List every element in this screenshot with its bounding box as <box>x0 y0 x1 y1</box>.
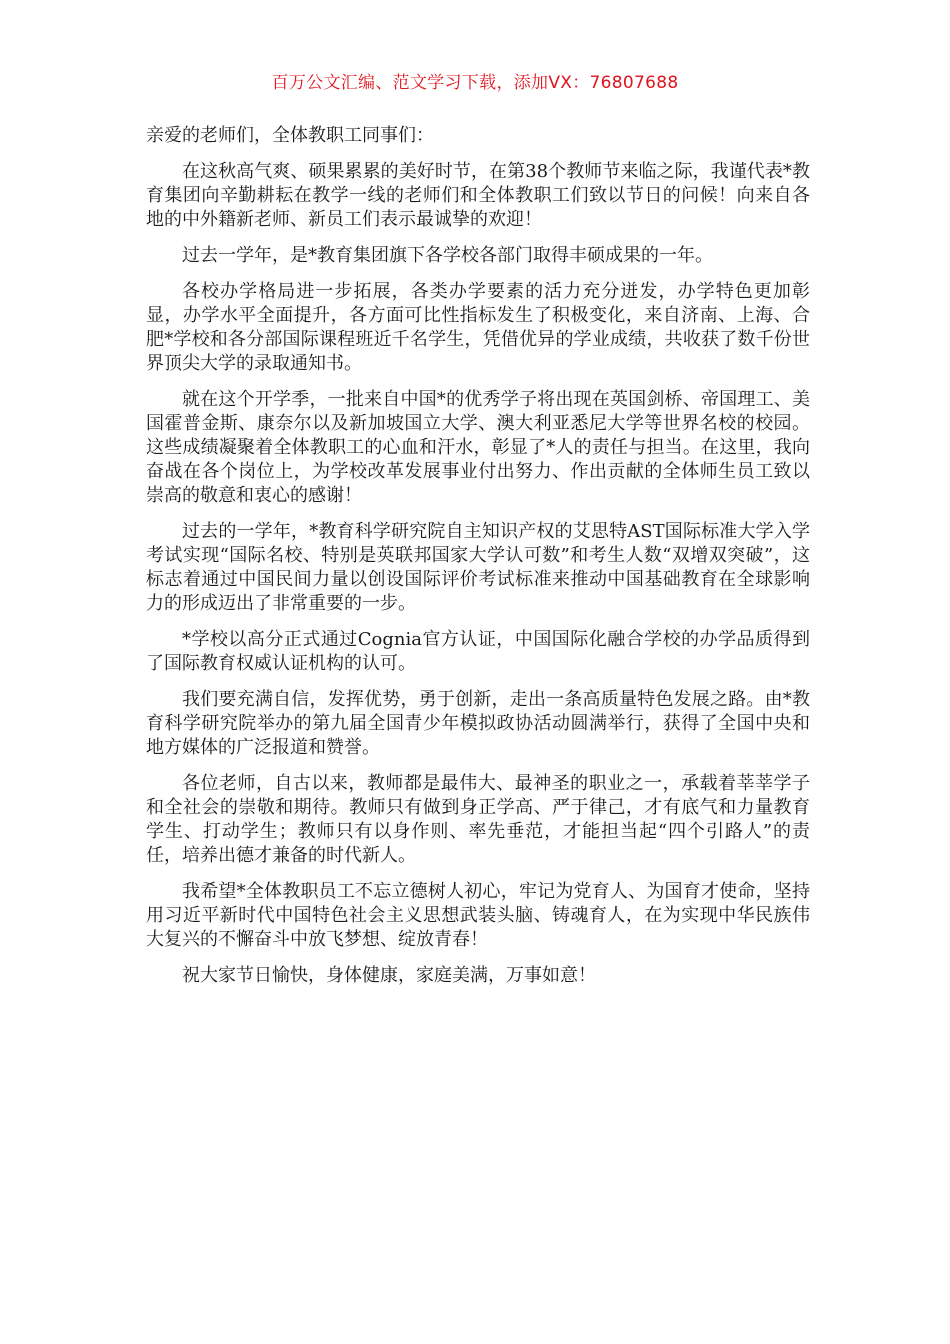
paragraph-closing-wish: 祝大家节日愉快，身体健康，家庭美满，万事如意！ <box>182 965 596 986</box>
paragraph-ast-exam: 过去的一学年，*教育科学研究院自主知识产权的艾思特AST国际标准大学入学考试实现“国际名校、特别是英联邦国家大学认可数”和考生人数“双增双突破”，这标志着通过中国民间力量以创设国际评价考试标准来推动中国基础教育在全球影响力的形成迈出了非常重要的一步。 <box>146 521 810 614</box>
paragraph-cognia: *学校以高分正式通过Cognia官方认证，中国国际化融合学校的办学品质得到了国际教育权威认证机构的认可。 <box>146 629 810 674</box>
download-banner: 百万公文汇编、范文学习下载，添加VX：76807688 <box>271 73 679 93</box>
paragraph-admissions: 就在这个开学季，一批来自中国*的优秀学子将出现在英国剑桥、帝国理工、美国霍普金斯、康奈尔以及新加坡国立大学、澳大利亚悉尼大学等世界名校的校园。这些成绩凝聚着全体教职工的心血和汗水，彰显了*人的责任与担当。在这里，我向奋战在各个岗位上，为学校改革发展事业付出努力、作出贡献的全体师生员工致以崇高的敬意和衷心的感谢！ <box>146 389 810 506</box>
paragraph-past-year: 过去一学年，是*教育集团旗下各学校各部门取得丰硕成果的一年。 <box>182 245 713 266</box>
paragraph-school-development: 各校办学格局进一步拓展，各类办学要素的活力充分迸发，办学特色更加彰显，办学水平全面提升，各方面可比性指标发生了积极变化，来自济南、上海、合肥*学校和各分部国际课程班近千名学生，凭借优异的学业成绩，共收获了数千份世界顶尖大学的录取通知书。 <box>146 281 810 374</box>
paragraph-greeting: 在这秋高气爽、硕果累累的美好时节，在第38个教师节来临之际，我谨代表*教育集团向辛勤耕耘在教学一线的老师们和全体教职工们致以节日的问候！向来自各地的中外籍新老师、新员工们表示最诚挚的欢迎！ <box>146 161 810 230</box>
paragraph-teachers: 各位老师，自古以来，教师都是最伟大、最神圣的职业之一，承载着莘莘学子和全社会的崇敬和期待。教师只有做到身正学高、严于律己，才有底气和力量教育学生、打动学生；教师只有以身作则、率先垂范，才能担当起“四个引路人”的责任，培养出德才兼备的时代新人。 <box>146 773 810 866</box>
paragraph-hope: 我希望*全体教职员工不忘立德树人初心，牢记为党育人、为国育才使命，坚持用习近平新时代中国特色社会主义思想武装头脑、铸魂育人，在为实现中华民族伟大复兴的不懈奋斗中放飞梦想、绽放青春！ <box>146 881 810 950</box>
salutation: 亲爱的老师们，全体教职工同事们： <box>146 125 434 146</box>
paragraph-innovation: 我们要充满自信，发挥优势，勇于创新，走出一条高质量特色发展之路。由*教育科学研究院举办的第九届全国青少年模拟政协活动圆满举行，获得了全国中央和地方媒体的广泛报道和赞誉。 <box>146 689 810 758</box>
letter-body <box>146 124 810 1000</box>
